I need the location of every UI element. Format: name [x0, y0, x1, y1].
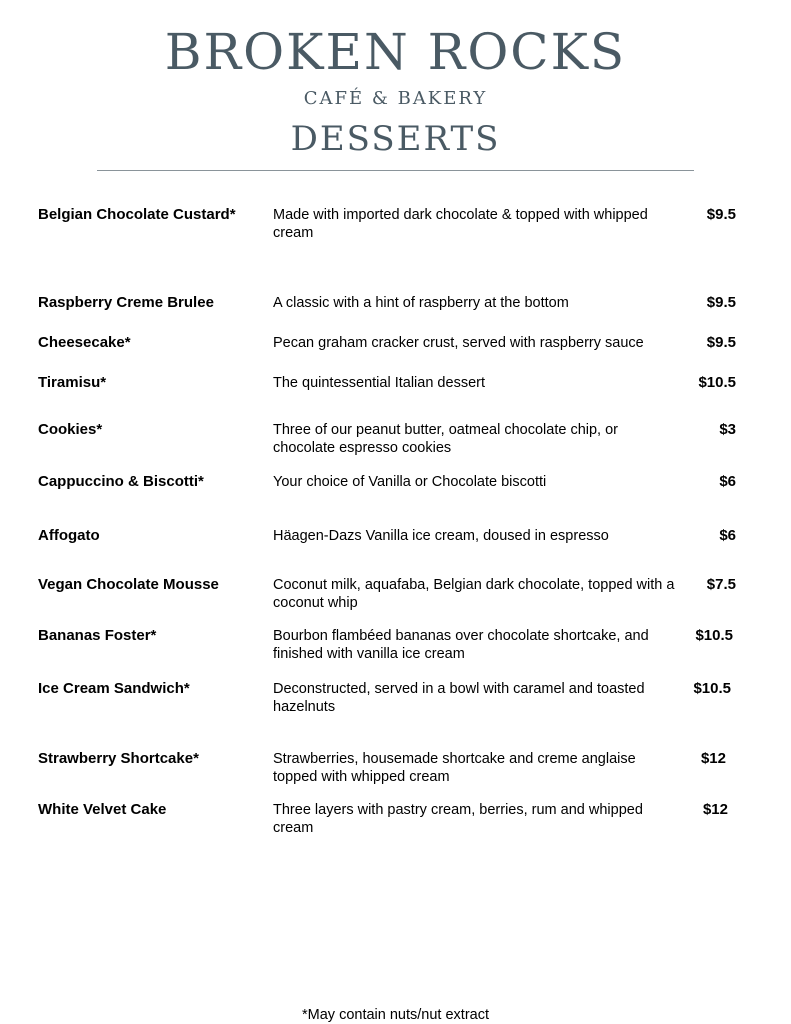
item-description: The quintessential Italian dessert	[273, 375, 485, 391]
item-description: Three layers with pastry cream, berries, rum and whipped cream	[273, 802, 643, 836]
item-price: $10.5	[695, 627, 733, 644]
item-name: White Velvet Cake	[38, 801, 167, 818]
header-divider	[97, 170, 694, 171]
item-price: $6	[719, 527, 736, 544]
item-name: Cookies*	[38, 421, 103, 438]
item-price: $12	[700, 750, 726, 767]
item-description: Strawberries, housemade shortcake and creme anglaise topped with whipped cream	[273, 751, 636, 785]
brand-name: BROKEN ROCKS	[164, 23, 627, 81]
item-price: $6	[719, 473, 736, 490]
item-price: $3	[719, 421, 736, 438]
brand-subtitle: CAFÉ & BAKERY	[303, 88, 488, 109]
item-name: Ice Cream Sandwich*	[38, 680, 190, 697]
item-name: Cheesecake*	[38, 334, 131, 351]
item-price: $10.5	[698, 374, 736, 391]
item-description: Coconut milk, aquafaba, Belgian dark chocolate, topped with a coconut whip	[273, 577, 675, 611]
item-price: $9.5	[706, 206, 736, 223]
item-name: Tiramisu*	[38, 374, 107, 391]
item-price: $10.5	[693, 680, 731, 697]
item-name: Bananas Foster*	[38, 627, 157, 644]
item-description: Häagen-Dazs Vanilla ice cream, doused in espresso	[273, 528, 609, 544]
allergen-footnote: *May contain nuts/nut extract	[302, 1007, 489, 1023]
item-description: Bourbon flambéed bananas over chocolate shortcake, and finished with vanilla ice cream	[273, 628, 649, 662]
item-name: Vegan Chocolate Mousse	[38, 576, 219, 593]
item-name: Belgian Chocolate Custard*	[38, 206, 236, 223]
item-description: Three of our peanut butter, oatmeal chocolate chip, or chocolate espresso cookies	[273, 422, 618, 456]
item-description: A classic with a hint of raspberry at the bottom	[273, 295, 569, 311]
item-description: Pecan graham cracker crust, served with raspberry sauce	[273, 335, 644, 351]
item-name: Strawberry Shortcake*	[38, 750, 199, 767]
item-name: Raspberry Creme Brulee	[38, 294, 214, 311]
item-price: $9.5	[706, 334, 736, 351]
item-description: Deconstructed, served in a bowl with caramel and toasted hazelnuts	[273, 681, 645, 715]
item-description: Your choice of Vanilla or Chocolate biscotti	[273, 474, 547, 490]
item-price: $7.5	[706, 576, 736, 593]
section-title: DESSERTS	[290, 119, 501, 159]
item-name: Affogato	[38, 527, 100, 544]
item-price: $9.5	[706, 294, 736, 311]
item-name: Cappuccino & Biscotti*	[38, 473, 204, 490]
item-price: $12	[702, 801, 728, 818]
item-description: Made with imported dark chocolate & topped with whipped cream	[273, 207, 648, 241]
